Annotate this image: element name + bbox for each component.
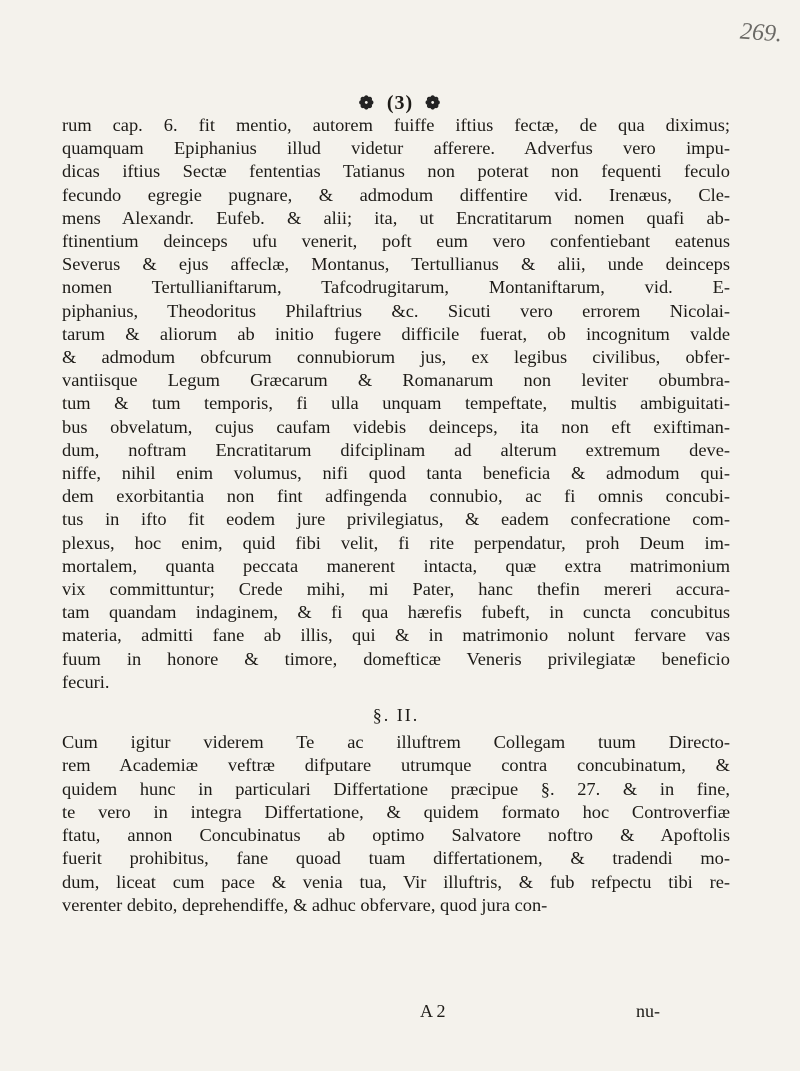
page-number: (3) [386, 92, 414, 114]
text-line: ftatu, annon Concubinatus ab optimo Salvatore noftro & Apoftolis [62, 825, 730, 846]
text-line: materia, admitti fane ab illis, qui & in matrimonio nolunt fervare vas [62, 625, 730, 646]
text-line: fecuri. [62, 671, 110, 692]
text-line: tarum & aliorum ab initio fugere difficile fuerat, ob incognitum valde [62, 323, 730, 344]
text-line: Severus & ejus affeclæ, Montanus, Tertullianus & alii, unde deinceps [62, 254, 730, 275]
text-line: fecundo egregie pugnare, & admodum diffentire vid. Irenæus, Cle- [62, 184, 730, 205]
text-line: nomen Tertullianiftarum, Tafcodrugitarum, Montaniftarum, vid. E- [62, 277, 730, 298]
text-line: dum, noftram Encratitarum difciplinam ad alterum extremum deve- [62, 439, 730, 460]
text-line: dum, liceat cum pace & venia tua, Vir illuftris, & fub refpectu tibi re- [62, 871, 730, 892]
text-line: verenter debito, deprehendiffe, & adhuc obfervare, quod jura con- [62, 894, 548, 915]
paragraph-1 [62, 114, 730, 694]
handwritten-folio-number: 269. [739, 18, 783, 48]
text-line: rem Academiæ veftræ difputare utrumque contra concubinatum, & [62, 755, 730, 776]
text-line: tum & tum temporis, fi ulla unquam tempeftate, multis ambiguitati- [62, 393, 730, 414]
text-line: plexus, hoc enim, quid fibi velit, fi rite perpendatur, proh Deum im- [62, 532, 730, 553]
text-line: dicas iftius Sectæ fententias Tatianus non poterat non fequenti feculo [62, 161, 730, 182]
text-line: Cum igitur viderem Te ac illuftrem Collegam tuum Directo- [62, 732, 730, 753]
ornament-left-icon: ❁ [358, 93, 375, 113]
text-line: fuerit prohibitus, fane quoad tuam differtationem, & tradendi mo- [62, 848, 730, 869]
text-line: quidem hunc in particulari Differtatione præcipue §. 27. & in fine, [62, 778, 730, 799]
text-line: mens Alexandr. Eufeb. & alii; ita, ut Encratitarum nomen quafi ab- [62, 207, 730, 228]
text-line: vix committuntur; Crede mihi, mi Pater, hanc thefin mereri accura- [62, 579, 730, 600]
text-line: ftinentium deinceps ufu venerit, poft eum vero confentiebant eatenus [62, 231, 730, 252]
text-line: rum cap. 6. fit mentio, autorem fuiffe iftius fectæ, de qua diximus; [62, 115, 730, 135]
text-line: te vero in integra Differtatione, & quidem formato hoc Controverfiæ [62, 801, 730, 822]
body-text [62, 114, 730, 917]
text-line: tus in ifto fit eodem jure privilegiatus, & eadem confecratione com- [62, 509, 730, 530]
text-line: dem exorbitantia non fint adfingenda connubio, ac fi omnis concubi- [62, 486, 730, 507]
page-header [0, 92, 800, 115]
text-line: quamquam Epiphanius illud videtur afferere. Adverfus vero impu- [62, 138, 730, 159]
text-line: bus obvelatum, cujus caufam videbis deinceps, ita non eft exiftiman- [62, 416, 730, 437]
text-line: niffe, nihil enim volumus, nifi quod tanta beneficia & admodum qui- [62, 463, 730, 484]
text-line: mortalem, quanta peccata manerent intacta, quæ extra matrimonium [62, 555, 730, 576]
text-line: tam quandam indaginem, & fi qua hærefis fubeft, in cuncta concubitus [62, 602, 730, 623]
ornament-right-icon: ❁ [425, 93, 442, 113]
section-heading: §. II. [372, 705, 420, 726]
catchword: nu- [636, 1001, 660, 1021]
signature-mark: A 2 [420, 1001, 446, 1021]
text-line: fuum in honore & timore, domefticæ Veneris privilegiatæ beneficio [62, 648, 730, 669]
text-line: piphanius, Theodoritus Philaftrius &c. Sicuti vero errorem Nicolai- [62, 300, 730, 321]
text-line: & admodum obfcurum connubiorum jus, ex legibus civilibus, obfer- [62, 347, 730, 368]
text-line: vantiisque Legum Græcarum & Romanarum non leviter obumbra- [62, 370, 730, 391]
paragraph-2 [62, 731, 730, 917]
